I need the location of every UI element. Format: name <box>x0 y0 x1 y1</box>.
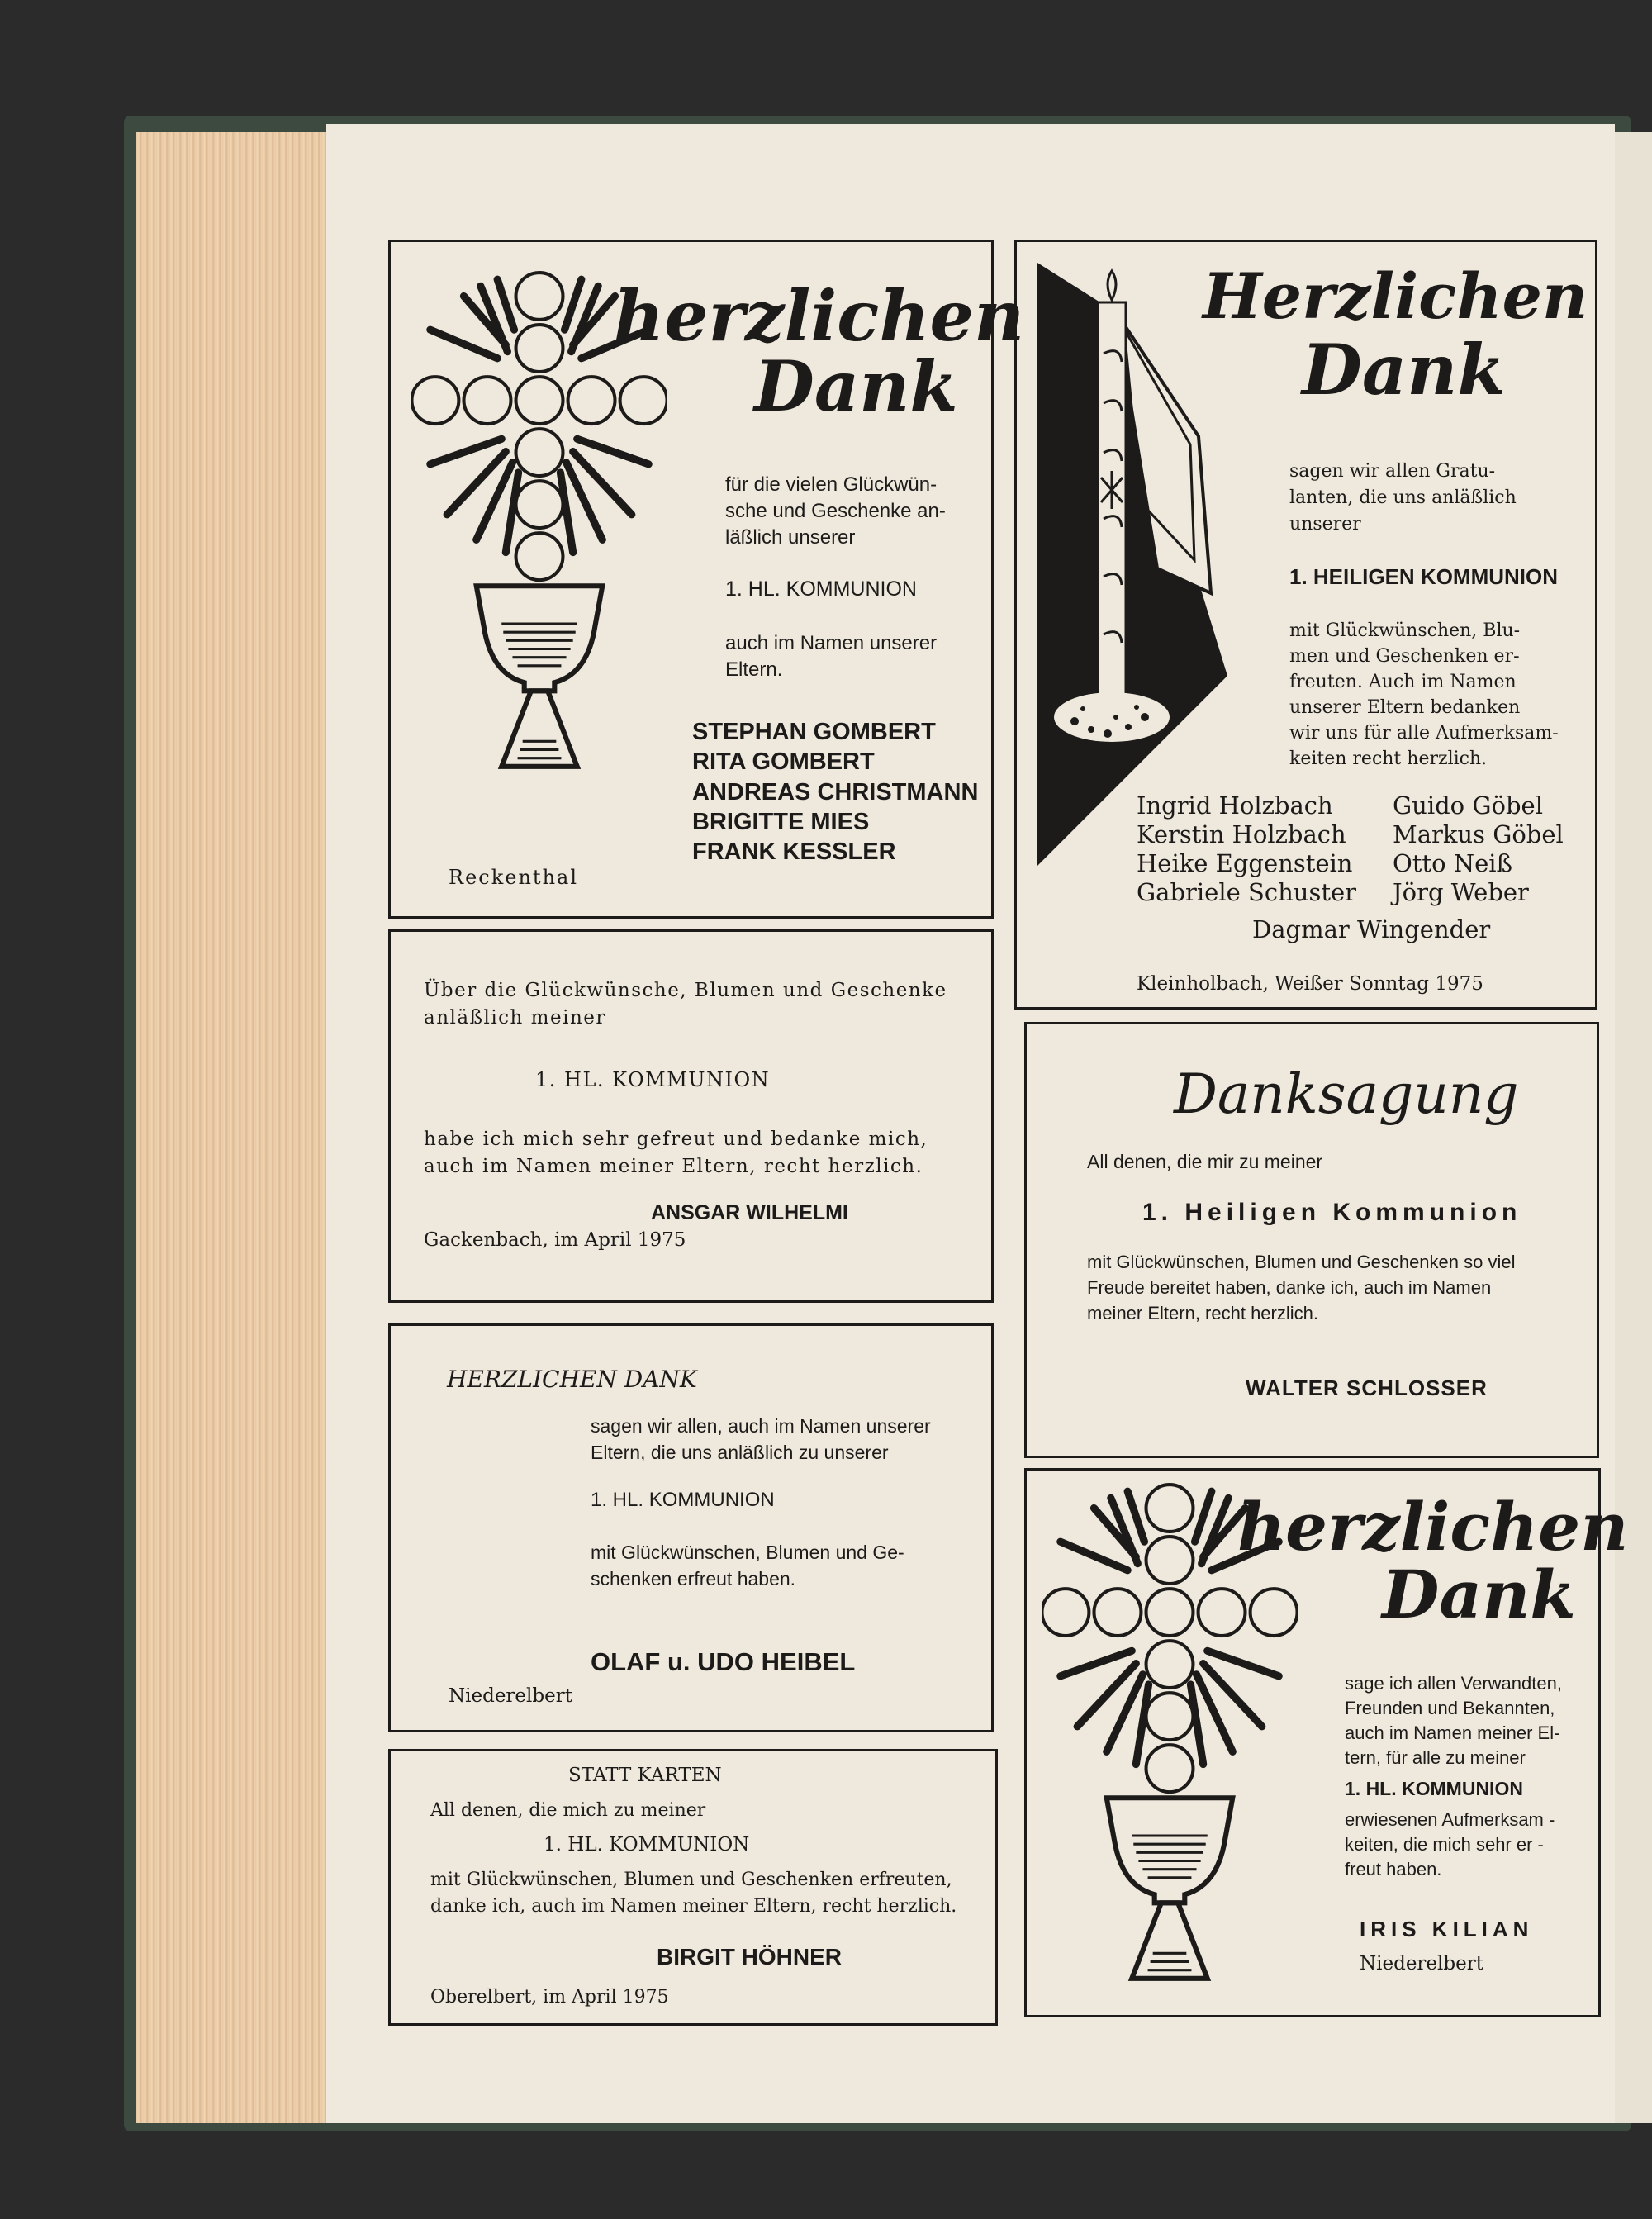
ad4-line1: All denen, die mir zu meiner <box>1087 1151 1323 1172</box>
ad2-name: Kerstin Holzbach <box>1137 820 1346 848</box>
page-edges <box>136 132 335 2123</box>
ad2-name: Jörg Weber <box>1393 878 1529 906</box>
ad2-name-center: Dagmar Wingender <box>1252 915 1491 943</box>
ad-wilhelmi <box>388 929 994 1303</box>
ad-herzlichen-dank-gombert <box>388 240 1025 919</box>
ad2-place: Kleinholbach, Weißer Sonntag 1975 <box>1137 973 1483 995</box>
ad6-event: 1. HL. KOMMUNION <box>1345 1778 1523 1799</box>
ad3-line4: auch im Namen meiner Eltern, recht herzlich. <box>424 1156 923 1177</box>
ad7-title: STATT KARTEN <box>568 1765 722 1786</box>
ad-statt-karten-hoehner <box>388 1749 998 2026</box>
ad1-text1-line: sche und Geschenke an- <box>725 500 946 522</box>
ad6-place: Niederelbert <box>1360 1953 1483 1974</box>
ad3-line1: Über die Glückwünsche, Blumen und Geschenke <box>424 980 947 1001</box>
ad2-text2-line: freuten. Auch im Namen <box>1289 672 1517 692</box>
ad1-text2-line: Eltern. <box>725 658 783 681</box>
ad1-name: BRIGITTE MIES <box>692 808 870 835</box>
ad5-text1 <box>591 1413 931 1466</box>
ad2-text1-line: lanten, die uns anläßlich <box>1289 487 1517 508</box>
ad4-event: 1. Heiligen Kommunion <box>1142 1199 1522 1226</box>
ad1-name: ANDREAS CHRISTMANN <box>692 778 979 805</box>
ad-herzlichen-dank-holzbach <box>1014 240 1597 1010</box>
ad1-text1-line: läßlich unserer <box>725 526 856 549</box>
ad2-event: 1. HEILIGEN KOMMUNION <box>1289 564 1559 589</box>
ad7-event: 1. HL. KOMMUNION <box>544 1834 750 1856</box>
ad2-name: Guido Göbel <box>1393 791 1543 820</box>
ad7-place: Oberelbert, im April 1975 <box>430 1987 669 2008</box>
ad6-text2-line: freut haben. <box>1345 1859 1442 1879</box>
ad1-title-line2: Dank <box>754 345 958 427</box>
ad1-title-line1: herzlichen <box>614 275 1025 357</box>
ad6-text2-line: keiten, die mich sehr er - <box>1345 1834 1544 1855</box>
candle-icon <box>1033 254 1232 874</box>
ad2-name: Heike Eggenstein <box>1137 849 1353 877</box>
ad2-text2-line: unserer Eltern bedanken <box>1289 697 1521 718</box>
ad7-line2: mit Glückwünschen, Blumen und Geschenken erfreuten, <box>430 1870 952 1890</box>
ad4-text-line: mit Glückwünschen, Blumen und Geschenken so viel <box>1087 1252 1516 1272</box>
ad4-text <box>1087 1249 1515 1326</box>
ad7-line1: All denen, die mich zu meiner <box>430 1800 706 1821</box>
ad1-names <box>692 717 978 867</box>
ad4-name: WALTER SCHLOSSER <box>1246 1376 1488 1400</box>
ad5-title: HERZLICHEN DANK <box>447 1366 697 1393</box>
ad-danksagung-schlosser <box>1024 1022 1599 1458</box>
ad4-text-line: meiner Eltern, recht herzlich. <box>1087 1303 1318 1323</box>
ad3-place: Gackenbach, im April 1975 <box>424 1229 686 1251</box>
ad-herzlichen-dank-kilian <box>1024 1468 1629 2017</box>
ad7-name: BIRGIT HÖHNER <box>657 1944 842 1970</box>
ad2-text1 <box>1289 459 1517 538</box>
ad6-title-line1: herzlichen <box>1237 1488 1629 1566</box>
ad1-name: STEPHAN GOMBERT <box>692 719 936 745</box>
ad7-line3: danke ich, auch im Namen meiner Eltern, recht herzlich. <box>430 1896 957 1917</box>
ad1-text1-line: für die vielen Glückwün- <box>725 473 938 496</box>
ad5-text2-line: mit Glückwünschen, Blumen und Ge- <box>591 1542 904 1563</box>
ad2-text2 <box>1289 618 1559 772</box>
ad2-text2-line: mit Glückwünschen, Blu- <box>1289 620 1521 641</box>
ad1-place: Reckenthal <box>449 866 579 889</box>
ad6-text2 <box>1345 1808 1555 1882</box>
ad6-title-line2: Dank <box>1382 1556 1576 1633</box>
ad1-name: FRANK KESSLER <box>692 839 896 865</box>
ad4-text-line: Freude bereitet haben, danke ich, auch im Namen <box>1087 1277 1492 1298</box>
ad5-name: OLAF u. UDO HEIBEL <box>591 1647 856 1676</box>
ad2-names-right <box>1393 791 1564 907</box>
ad5-text2 <box>591 1539 904 1592</box>
ad2-title-line1: Herzlichen <box>1203 259 1588 333</box>
ad6-text1-line: sage ich allen Verwandten, <box>1345 1673 1562 1694</box>
ad6-text2-line: erwiesenen Aufmerksam - <box>1345 1809 1555 1830</box>
ad3-line3: habe ich mich sehr gefreut und bedanke mich, <box>424 1129 928 1150</box>
ad3-name: ANSGAR WILHELMI <box>651 1201 848 1224</box>
ad1-name: RITA GOMBERT <box>692 748 875 776</box>
ad5-text1-line: sagen wir allen, auch im Namen unserer <box>591 1415 931 1437</box>
ad2-text2-line: wir uns für alle Aufmerksam- <box>1289 723 1559 744</box>
ad4-title: Danksagung <box>1174 1062 1519 1126</box>
ad2-text2-line: men und Geschenken er- <box>1289 646 1520 667</box>
ad5-event: 1. HL. KOMMUNION <box>591 1489 775 1511</box>
ad-heibel <box>388 1323 994 1732</box>
ad2-title-line2: Dank <box>1302 329 1506 411</box>
ad2-text1-line: sagen wir allen Gratu- <box>1289 461 1496 482</box>
ad1-text2 <box>725 630 937 683</box>
ad6-text1 <box>1345 1671 1562 1770</box>
ad3-event: 1. HL. KOMMUNION <box>535 1068 771 1091</box>
ad1-event: 1. HL. KOMMUNION <box>725 577 917 601</box>
ad3-line2: anläßlich meiner <box>424 1007 606 1029</box>
ad6-text1-line: auch im Namen meiner El- <box>1345 1722 1560 1743</box>
ad2-names-left <box>1137 791 1356 907</box>
ad2-name: Otto Neiß <box>1393 849 1512 877</box>
ad6-name: IRIS KILIAN <box>1360 1917 1534 1941</box>
ad2-text2-line: keiten recht herzlich. <box>1289 748 1488 769</box>
ad2-text1-line: unserer <box>1289 514 1361 535</box>
ad2-name: Gabriele Schuster <box>1137 878 1356 906</box>
ad5-place: Niederelbert <box>449 1685 572 1707</box>
ad2-name: Ingrid Holzbach <box>1137 791 1333 820</box>
facing-page-edge <box>1615 132 1652 2123</box>
ad5-text1-line: Eltern, die uns anläßlich zu unserer <box>591 1442 889 1463</box>
ad2-name: Markus Göbel <box>1393 820 1564 848</box>
ad5-text2-line: schenken erfreut haben. <box>591 1568 796 1589</box>
ad1-text2-line: auch im Namen unserer <box>725 632 938 654</box>
ad6-text1-line: tern, für alle zu meiner <box>1345 1747 1526 1768</box>
ad6-text1-line: Freunden und Bekannten, <box>1345 1698 1555 1718</box>
ad1-text1 <box>725 472 946 551</box>
